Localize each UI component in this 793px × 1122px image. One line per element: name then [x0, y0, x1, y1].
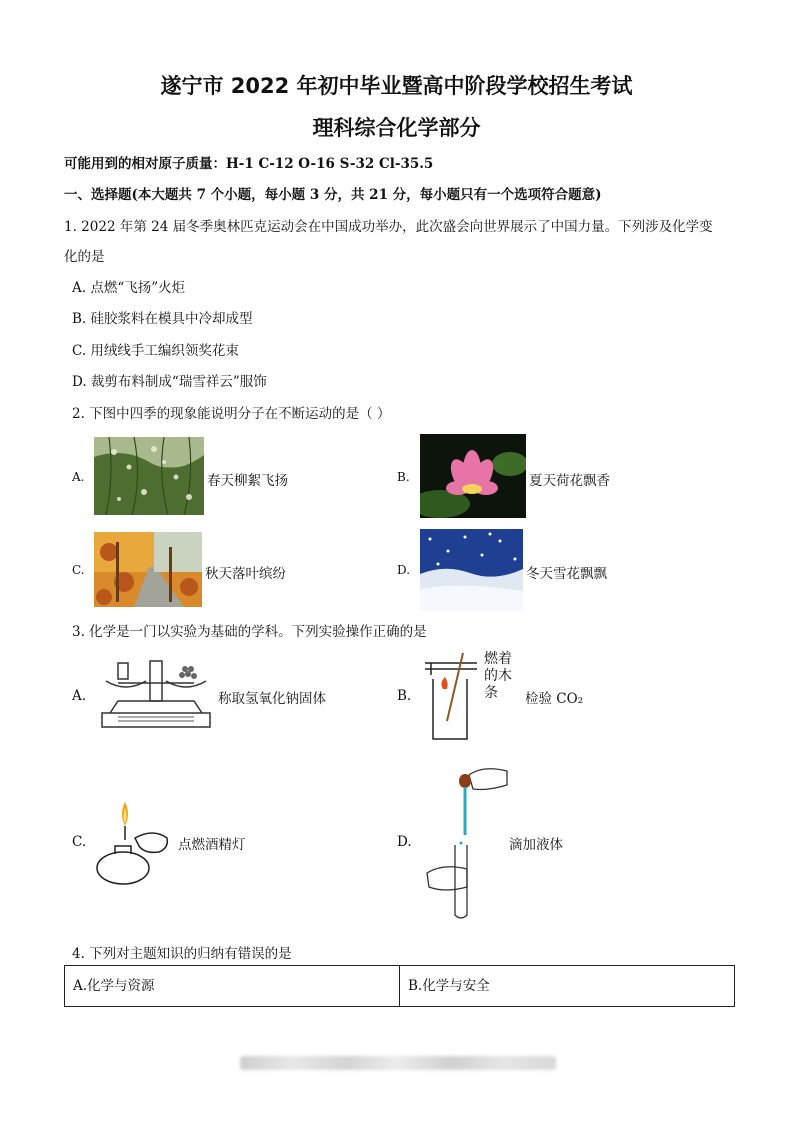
q4-table-cell-b: B.化学与安全	[408, 978, 490, 994]
q3-option-c-text: 点燃酒精灯	[178, 837, 246, 853]
gas-bottle-illustration	[423, 649, 477, 742]
q2-stem: 2. 下图中四季的现象能说明分子在不断运动的是（ ）	[72, 406, 391, 422]
q1-option-d: D. 裁剪布料制成“瑞雪祥云”服饰	[72, 374, 267, 390]
q2-option-d-letter: D.	[397, 563, 411, 577]
exam-subtitle: 理科综合化学部分	[312, 116, 481, 140]
q1-option-b: B. 硅胶浆料在模具中冷却成型	[72, 311, 253, 327]
balance-scale-illustration	[98, 655, 214, 731]
q1-stem-line2: 化的是	[64, 249, 105, 265]
q3-option-a-text: 称取氢氧化钠固体	[218, 691, 326, 707]
q1-stem-line1: 1. 2022 年第 24 届冬季奥林匹克运动会在中国成功举办，此次盛会向世界展示了中国力量。下列涉及化学变	[64, 219, 713, 235]
q3-option-a-letter: A.	[72, 688, 87, 704]
willow-catkins-photo	[94, 437, 204, 515]
q3-option-d-text: 滴加液体	[509, 837, 563, 853]
q2-option-c-letter: C.	[72, 563, 85, 577]
burning-stick-label	[484, 651, 512, 702]
q2-option-a-text: 春天柳絮飞扬	[207, 473, 288, 489]
q1-option-c: C. 用绒线手工编织领奖花束	[72, 343, 239, 359]
burning-stick-label-line3: 条	[484, 685, 498, 701]
winter-snow-photo	[420, 529, 523, 611]
q4-stem: 4. 下列对主题知识的归纳有错误的是	[72, 946, 292, 962]
q2-option-a-letter: A.	[72, 470, 85, 484]
q2-option-d-text: 冬天雪花飘飘	[526, 566, 607, 582]
q4-table-cell-a: A.化学与资源	[73, 978, 155, 994]
q2-option-b-letter: B.	[397, 470, 410, 484]
q3-stem: 3. 化学是一门以实验为基础的学科。下列实验操作正确的是	[72, 624, 427, 640]
burning-stick-label-line2: 的木	[484, 668, 512, 684]
q3-option-d-letter: D.	[397, 834, 412, 850]
q1-option-a: A. 点燃“飞扬”火炬	[72, 280, 186, 296]
q3-option-b-letter: B.	[397, 688, 412, 704]
lotus-flower-photo	[420, 434, 526, 518]
autumn-leaves-photo	[94, 532, 202, 607]
q3-option-b-text: 检验 CO₂	[525, 691, 584, 707]
burning-stick-label-line1: 燃着	[484, 651, 512, 667]
section-heading: 一、选择题(本大题共 7 个小题，每小题 3 分，共 21 分，每小题只有一个选项符合题意)	[64, 187, 602, 203]
q2-option-c-text: 秋天落叶缤纷	[205, 566, 286, 582]
q4-table	[64, 965, 735, 1007]
alcohol-lamp-illustration	[93, 798, 173, 888]
blurred-footer-watermark	[240, 1056, 556, 1070]
q2-option-b-text: 夏天荷花飘香	[529, 473, 610, 489]
q3-option-c-letter: C.	[72, 834, 87, 850]
exam-title: 遂宁市 2022 年初中毕业暨高中阶段学校招生考试	[160, 74, 633, 98]
atomic-masses-line: 可能用到的相对原子质量：H-1 C-12 O-16 S-32 Cl-35.5	[64, 156, 434, 172]
dropper-test-tube-illustration	[423, 765, 511, 920]
